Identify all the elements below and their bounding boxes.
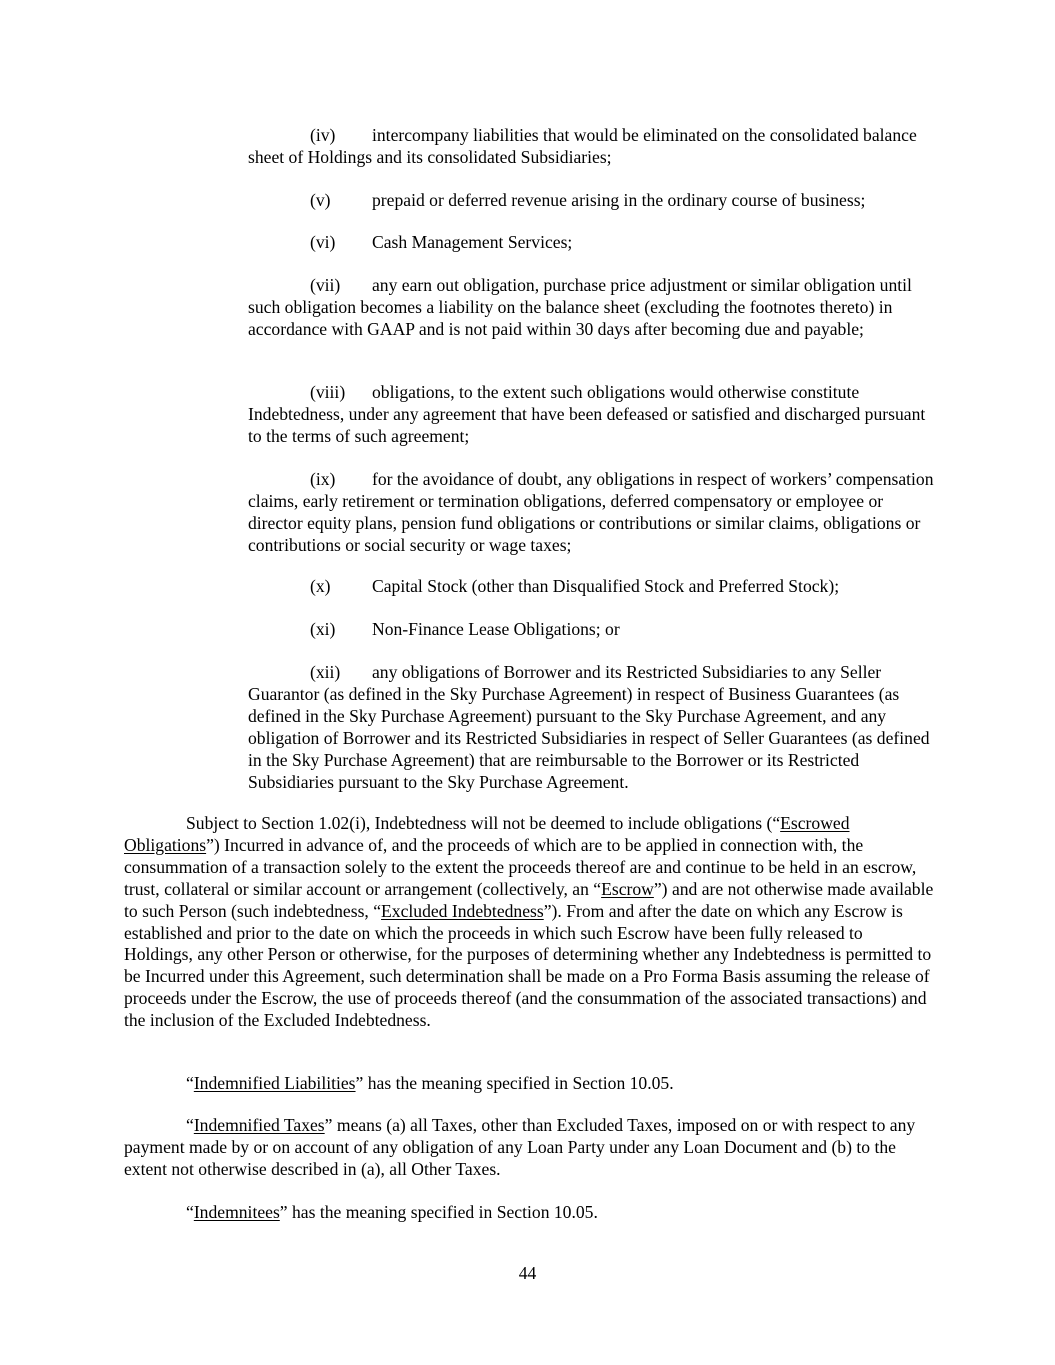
clause-text: any obligations of Borrower and its Restricted Subsidiaries to any Seller Guarantor (as defined in the Sky Purchase Agreement) in respect of Business Guarantees (as defined in the Sky Purchase Agreement) pursuant to the Sky Purchase Agreement, and any obligation of Borrower and its Restricted Subsidiaries in respect of Seller Guarantees (as defined in the Sky Purchase Agreement) that are reimbursable to the Borrower or its Restricted Subsidiaries pursuant to the Sky Purchase Agreement. bbox=[248, 662, 930, 792]
clause-text: Cash Management Services; bbox=[372, 232, 573, 252]
definition-indemnitees bbox=[124, 1202, 934, 1224]
escrow-paragraph bbox=[124, 813, 934, 1032]
clause-ix bbox=[248, 469, 938, 557]
clause-text: for the avoidance of doubt, any obligations in respect of workers’ compensation claims, early retirement or termination obligations, deferred compensatory or employee or director equity plans, pension fund obligations or contributions or similar claims, obligations or contributions or social security or wage taxes; bbox=[248, 469, 934, 555]
paragraph-text: ”) Incurred in advance of, and the proceeds of which are to be applied in connection with, the consummation of a transaction solely to the extent the proceeds thereof are and continue to be held in an escrow, trust, collateral or similar account or arrangement (collectively, an “ bbox=[124, 834, 917, 899]
clause-vi bbox=[248, 232, 938, 254]
definition-text: ” has the meaning specified in Section 10.05. bbox=[355, 1073, 674, 1093]
clause-xii bbox=[248, 662, 938, 793]
clause-number: (iv) bbox=[310, 125, 336, 145]
definition-indemnified-taxes bbox=[124, 1115, 934, 1181]
clause-vii bbox=[248, 275, 938, 341]
clause-number: (ix) bbox=[310, 469, 336, 489]
clause-text: Capital Stock (other than Disqualified Stock and Preferred Stock); bbox=[372, 576, 840, 596]
clause-text: Non-Finance Lease Obligations; or bbox=[372, 619, 620, 639]
clause-number: (vi) bbox=[310, 232, 336, 252]
clause-text: any earn out obligation, purchase price adjustment or similar obligation until such obligation becomes a liability on the balance sheet (excluding the footnotes thereto) in accordance with GAAP and is not paid within 30 days after becoming due and payable; bbox=[248, 275, 912, 339]
clause-number: (vii) bbox=[310, 275, 341, 295]
defined-term: Indemnitees bbox=[193, 1202, 280, 1222]
clause-x bbox=[248, 576, 938, 598]
paragraph-text: Subject to Section 1.02(i), Indebtedness will not be deemed to include obligations (“ bbox=[186, 813, 781, 833]
clause-number: (xi) bbox=[310, 619, 336, 639]
clause-number: (viii) bbox=[310, 382, 346, 402]
definition-indemnified-liabilities bbox=[124, 1073, 934, 1095]
clause-number: (v) bbox=[310, 190, 331, 210]
defined-term-escrowed-obligations: Escrowed Obligations bbox=[124, 813, 850, 855]
clause-viii bbox=[248, 382, 938, 448]
defined-term-escrow: Escrow bbox=[601, 878, 654, 899]
open-quote: “ bbox=[186, 1202, 194, 1222]
clause-text: prepaid or deferred revenue arising in the ordinary course of business; bbox=[372, 190, 866, 210]
clause-xi bbox=[248, 619, 938, 641]
defined-term: Indemnified Liabilities bbox=[193, 1073, 356, 1093]
paragraph-text: ”). From and after the date on which any Escrow is established and prior to the date on which the proceeds in which such Escrow have been fully released to Holdings, any other Person or otherwise, for the purposes of determining whether any Indebtedness is permitted to be Incurred under this Agreement, such determination shall be made on a Pro Forma Basis assuming the release of proceeds under the Escrow, the use of proceeds thereof (and the consummation of the associated transactions) and the inclusion of the Excluded Indebtedness. bbox=[124, 900, 932, 1031]
paragraph-text: ”) and are not otherwise made available to such Person (such indebtedness, “ bbox=[124, 878, 934, 921]
clause-text: intercompany liabilities that would be eliminated on the consolidated balance sheet of Holdings and its consolidated Subsidiaries; bbox=[248, 125, 917, 167]
clause-v bbox=[248, 190, 938, 212]
page-number: 44 bbox=[518, 1263, 537, 1283]
open-quote: “ bbox=[186, 1073, 194, 1093]
clause-iv bbox=[248, 125, 938, 169]
open-quote: “ bbox=[186, 1115, 194, 1135]
clause-number: (x) bbox=[310, 576, 331, 596]
definition-text: ” means (a) all Taxes, other than Excluded Taxes, imposed on or with respect to any payment made by or on account of any obligation of any Loan Party under any Loan Document and (b) to the extent not otherwise described in (a), all Other Taxes. bbox=[124, 1115, 916, 1179]
clause-text: obligations, to the extent such obligations would otherwise constitute Indebtedness, under any agreement that have been defeased or satisfied and discharged pursuant to the terms of such agreement; bbox=[248, 382, 926, 446]
definition-text: ” has the meaning specified in Section 10.05. bbox=[279, 1202, 598, 1222]
defined-term-excluded-indebtedness: Excluded Indebtedness bbox=[381, 900, 544, 921]
defined-term: Indemnified Taxes bbox=[193, 1115, 325, 1135]
clause-number: (xii) bbox=[310, 662, 341, 682]
